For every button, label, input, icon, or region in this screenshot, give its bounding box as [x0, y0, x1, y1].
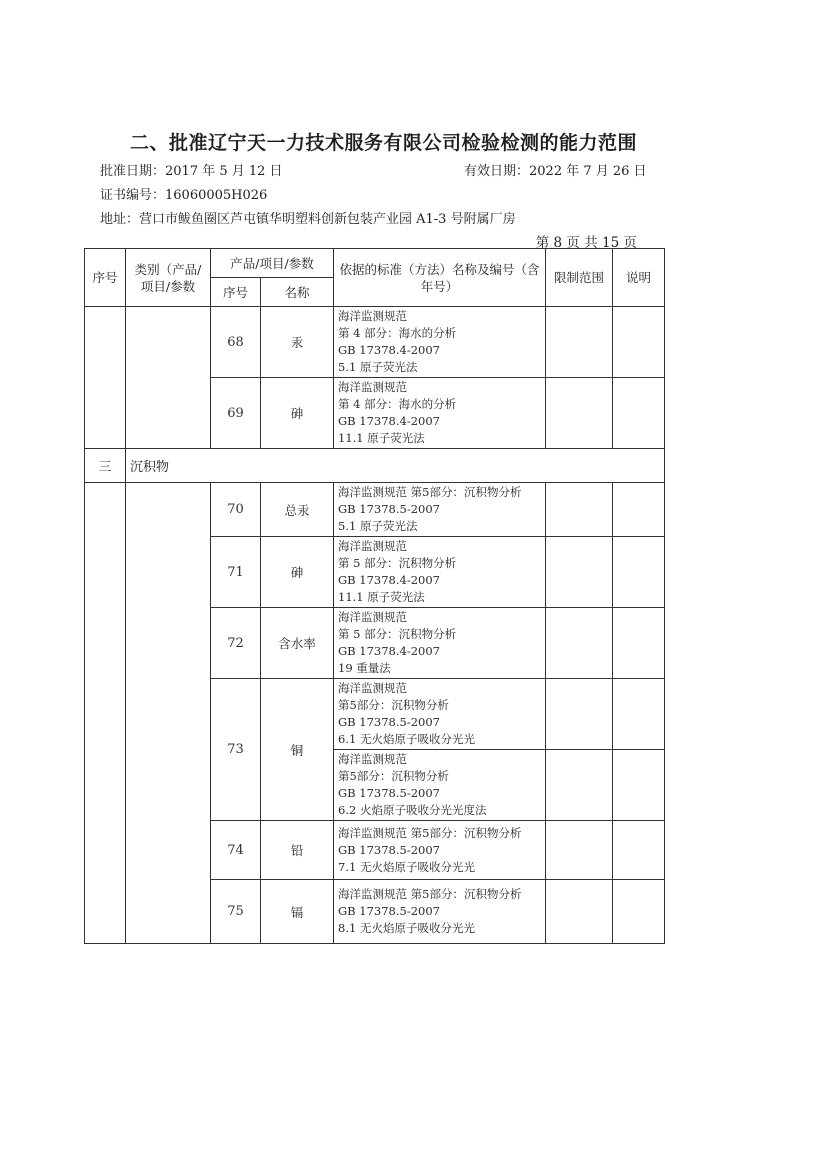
limit-cell — [546, 821, 613, 880]
header-sub-seq: 序号 — [211, 278, 261, 307]
note-cell — [613, 608, 665, 679]
certificate-number: 证书编号：16060005H026 — [100, 188, 268, 203]
header-seq: 序号 — [85, 249, 126, 307]
limit-cell — [546, 679, 613, 750]
item-name: 总汞 — [261, 483, 334, 537]
limit-cell — [546, 880, 613, 944]
seq-cell — [85, 307, 126, 449]
item-name: 铜 — [261, 679, 334, 821]
row-number: 69 — [211, 378, 261, 449]
header-sub-name: 名称 — [261, 278, 334, 307]
seq-cell — [85, 483, 126, 944]
limit-cell — [546, 537, 613, 608]
note-cell — [613, 880, 665, 944]
page-title: 二、批准辽宁天一力技术服务有限公司检验检测的能力范围 — [130, 132, 638, 154]
group-row — [85, 449, 665, 483]
row-number: 68 — [211, 307, 261, 378]
note-cell — [613, 378, 665, 449]
group-name: 沉积物 — [126, 449, 665, 483]
note-cell — [613, 750, 665, 821]
standard-basis: 海洋监测规范 第 4 部分：海水的分析 GB 17378.4-2007 11.1 原子荧光法 — [334, 378, 546, 449]
limit-cell — [546, 750, 613, 821]
standard-basis: 海洋监测规范 第5部分：沉积物分析 GB 17378.5-2007 6.2 火焰原子吸收分光光度法 — [334, 750, 546, 821]
standard-basis: 海洋监测规范 第5部分：沉积物分析 GB 17378.5-2007 5.1 原子荧光法 — [334, 483, 546, 537]
capability-table — [84, 248, 665, 944]
valid-date: 有效日期：2022 年 7 月 26 日 — [464, 164, 647, 179]
standard-basis: 海洋监测规范 第 5 部分：沉积物分析 GB 17378.4-2007 11.1 原子荧光法 — [334, 537, 546, 608]
item-name: 含水率 — [261, 608, 334, 679]
header-product-group: 产品/项目/参数 — [211, 249, 334, 278]
standard-basis: 海洋监测规范 第5部分：沉积物分析 GB 17378.5-2007 6.1 无火焰原子吸收分光光 — [334, 679, 546, 750]
standard-basis: 海洋监测规范 第5部分：沉积物分析 GB 17378.5-2007 8.1 无火焰原子吸收分光光 — [334, 880, 546, 944]
row-number: 74 — [211, 821, 261, 880]
address: 地址：营口市鲅鱼圈区芦屯镇华明塑料创新包装产业园 A1-3 号附属厂房 — [100, 212, 516, 227]
item-name: 砷 — [261, 378, 334, 449]
row-number: 73 — [211, 679, 261, 821]
header-basis: 依据的标准（方法）名称及编号（含年号） — [334, 249, 546, 307]
row-number: 71 — [211, 537, 261, 608]
limit-cell — [546, 307, 613, 378]
note-cell — [613, 307, 665, 378]
note-cell — [613, 821, 665, 880]
table-row — [85, 483, 665, 537]
item-name: 砷 — [261, 537, 334, 608]
limit-cell — [546, 608, 613, 679]
standard-basis: 海洋监测规范 第 4 部分：海水的分析 GB 17378.4-2007 5.1 原子荧光法 — [334, 307, 546, 378]
note-cell — [613, 679, 665, 750]
category-cell — [126, 307, 211, 449]
row-number: 75 — [211, 880, 261, 944]
row-number: 70 — [211, 483, 261, 537]
table-row — [85, 307, 665, 378]
approval-date: 批准日期：2017 年 5 月 12 日 — [100, 164, 283, 179]
standard-basis: 海洋监测规范 第 5 部分：沉积物分析 GB 17378.4-2007 19 重量法 — [334, 608, 546, 679]
item-name: 汞 — [261, 307, 334, 378]
standard-basis: 海洋监测规范 第5部分：沉积物分析 GB 17378.5-2007 7.1 无火焰原子吸收分光光 — [334, 821, 546, 880]
header-category: 类别（产品/项目/参数 — [126, 249, 211, 307]
note-cell — [613, 483, 665, 537]
page-number: 第 8 页 共 15 页 — [535, 235, 637, 251]
item-name: 铅 — [261, 821, 334, 880]
item-name: 镉 — [261, 880, 334, 944]
limit-cell — [546, 483, 613, 537]
header-limit: 限制范围 — [546, 249, 613, 307]
category-cell — [126, 483, 211, 944]
limit-cell — [546, 378, 613, 449]
row-number: 72 — [211, 608, 261, 679]
group-number: 三 — [85, 449, 126, 483]
header-note: 说明 — [613, 249, 665, 307]
note-cell — [613, 537, 665, 608]
